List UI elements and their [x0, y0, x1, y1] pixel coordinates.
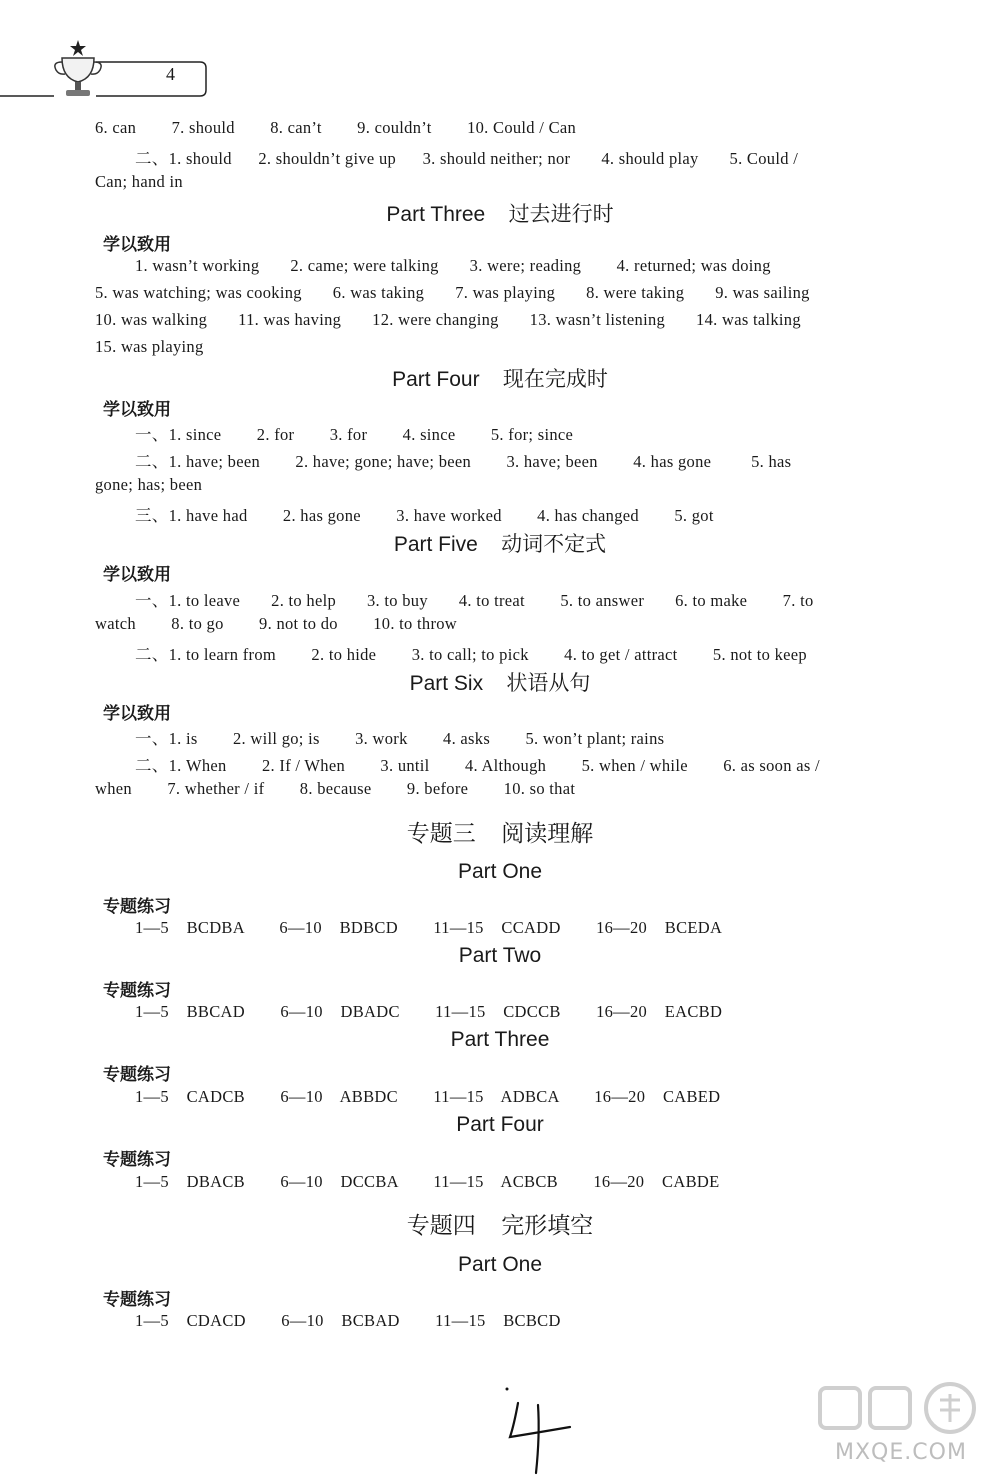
- answer-line: 二、1. have; been 2. have; gone; have; been 3. have; been 4. has gone 5. has: [135, 452, 792, 471]
- answer-line: 二、1. should 2. shouldn’t give up 3. should neither; nor 4. should play 5. Could /: [135, 149, 799, 168]
- answer-line: Can; hand in: [95, 172, 183, 191]
- answer-line: 1—5 BCDBA 6—10 BDBCD 11—15 CCADD 16—20 BCEDA: [135, 918, 723, 937]
- section-label: 学以致用: [103, 565, 171, 585]
- answer-line: 10. was walking 11. was having 12. were changing 13. wasn’t listening 14. was talking: [95, 310, 801, 329]
- section-label: 专题练习: [103, 981, 171, 1001]
- page-header: [0, 40, 220, 110]
- section-label: 专题练习: [103, 1290, 171, 1310]
- answer-line: 1—5 CDACD 6—10 BCBAD 11—15 BCBCD: [135, 1311, 561, 1330]
- watermark-text: MXQE.COM: [835, 1440, 967, 1465]
- answer-line: 1—5 CADCB 6—10 ABBDC 11—15 ADBCA 16—20 CABED: [135, 1087, 721, 1106]
- answer-line: 三、1. have had 2. has gone 3. have worked 4. has changed 5. got: [135, 506, 714, 525]
- section-label: 专题练习: [103, 1150, 171, 1170]
- answer-line: 一、1. to leave 2. to help 3. to buy 4. to treat 5. to answer 6. to make 7. to: [135, 591, 814, 610]
- section-title: Part Two: [458, 944, 542, 967]
- section-label: 学以致用: [103, 400, 171, 420]
- answer-line: 5. was watching; was cooking 6. was taking 7. was playing 8. were taking 9. was sailing: [95, 283, 810, 302]
- answer-line: 1—5 DBACB 6—10 DCCBA 11—15 ACBCB 16—20 CABDE: [135, 1172, 720, 1191]
- answer-line: 15. was playing: [95, 337, 204, 356]
- section-label: 学以致用: [103, 235, 171, 255]
- section-title: Part Six 状语从句: [409, 672, 591, 695]
- answer-line: gone; has; been: [95, 475, 203, 494]
- chapter-title: 专题四 完形填空: [406, 1212, 594, 1238]
- answer-line: 1. wasn’t working 2. came; were talking 3. were; reading 4. returned; was doing: [135, 256, 771, 275]
- section-title: Part Four: [456, 1113, 544, 1136]
- answer-line: 一、1. is 2. will go; is 3. work 4. asks 5. won’t plant; rains: [135, 729, 665, 748]
- section-title: Part One: [457, 1253, 543, 1276]
- answer-line: 一、1. since 2. for 3. for 4. since 5. for; since: [135, 425, 574, 444]
- section-label: 专题练习: [103, 897, 171, 917]
- section-title: Part Three 过去进行时: [386, 203, 614, 226]
- header-frame: [0, 40, 220, 110]
- chapter-title: 专题三 阅读理解: [406, 820, 594, 846]
- section-title: Part Three: [450, 1028, 550, 1051]
- section-title: Part One: [457, 860, 543, 883]
- trophy-icon: [50, 38, 106, 102]
- answer-line: 1—5 BBCAD 6—10 DBADC 11—15 CDCCB 16—20 EACBD: [135, 1002, 723, 1021]
- answer-line: 二、1. When 2. If / When 3. until 4. Although 5. when / while 6. as soon as /: [135, 756, 820, 775]
- answer-line: 6. can 7. should 8. can’t 9. couldn’t 10. Could / Can: [95, 118, 577, 137]
- answer-line: watch 8. to go 9. not to do 10. to throw: [95, 614, 458, 633]
- section-label: 专题练习: [103, 1065, 171, 1085]
- section-title: Part Four 现在完成时: [392, 368, 608, 391]
- answer-line: when 7. whether / if 8. because 9. before 10. so that: [95, 779, 576, 798]
- answer-line: 二、1. to learn from 2. to hide 3. to call; to pick 4. to get / attract 5. not to keep: [135, 645, 807, 664]
- page-number: 4: [166, 64, 175, 84]
- handwritten-four-icon: [490, 1385, 580, 1475]
- section-label: 学以致用: [103, 704, 171, 724]
- section-title: Part Five 动词不定式: [393, 533, 607, 556]
